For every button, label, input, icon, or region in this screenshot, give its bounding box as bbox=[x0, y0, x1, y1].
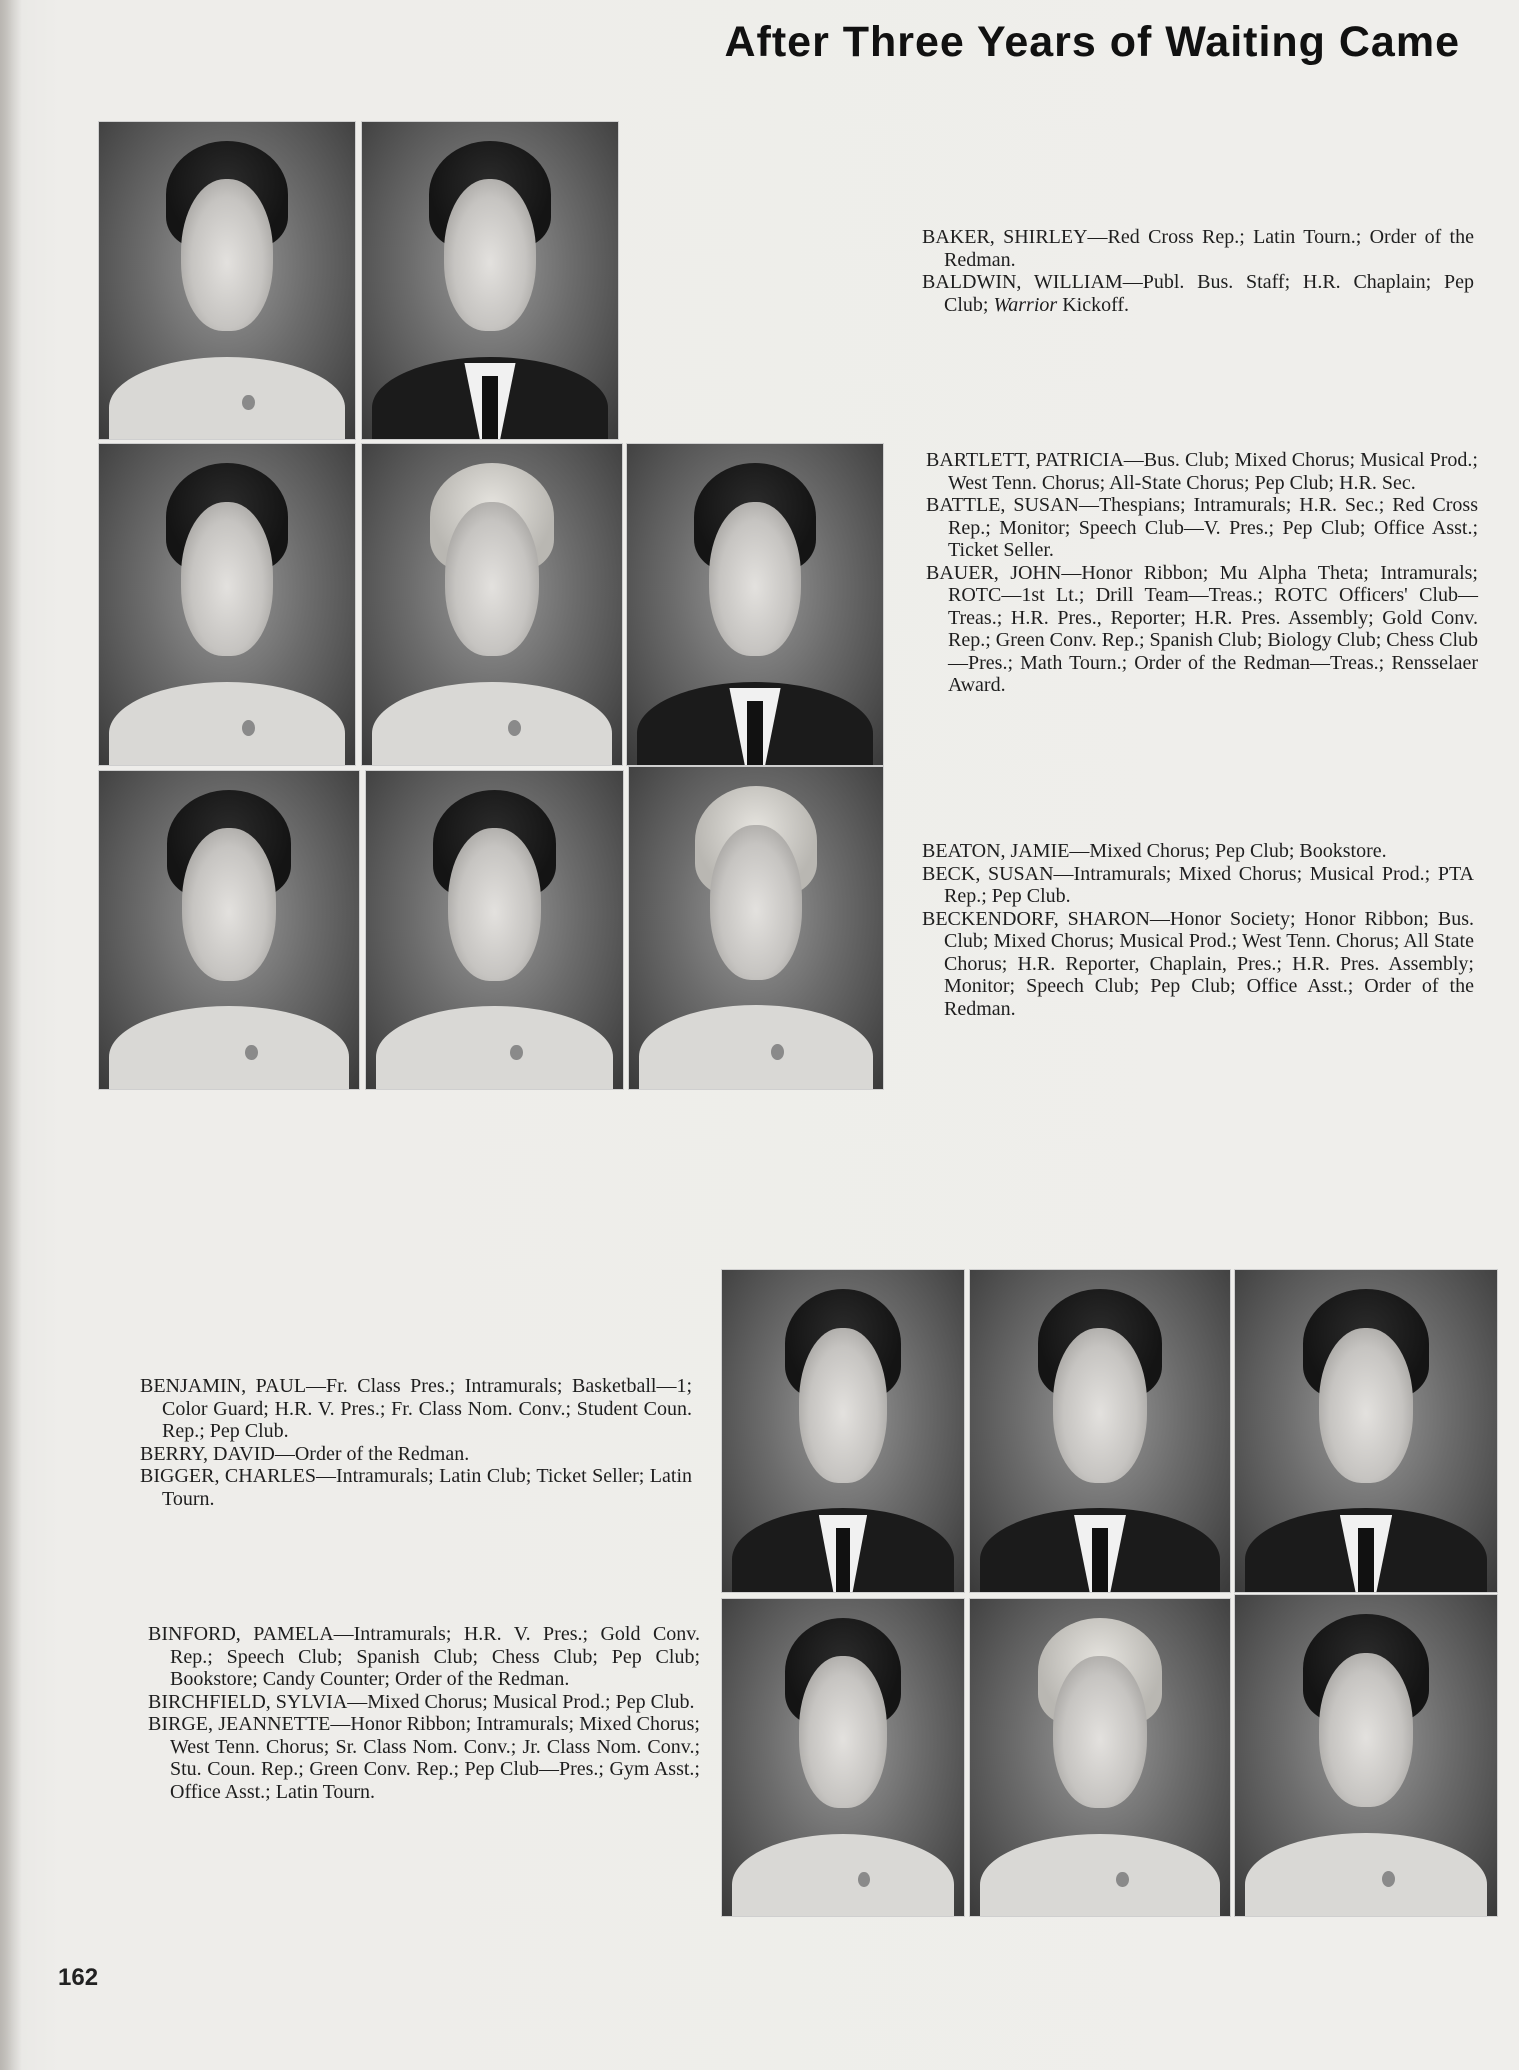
bio-bigger-charles: BIGGER, CHARLES—Intramurals; Latin Club; Ticket Seller; Latin Tourn. bbox=[140, 1465, 692, 1510]
bio-group-4 bbox=[140, 1375, 692, 1510]
bio-bauer-john: BAUER, JOHN—Honor Ribbon; Mu Alpha Theta; Intramurals; ROTC—1st Lt.; Drill Team—Treas.; ROTC Officers' Club—Treas.; H.R. Pres., Reporter; H.R. Pres. Assembly; Gold Conv. Rep.; Green Conv. Rep.; Spanish Club; Biology Club; Chess Club—Pres.; Math Tourn.; Order of the Redman—Treas.; Rensselaer Award. bbox=[926, 561, 1478, 696]
bio-beckendorf-sharon: BECKENDORF, SHARON—Honor Society; Honor Ribbon; Bus. Club; Mixed Chorus; Musical Prod.; West Tenn. Chorus; All State Chorus; H.R. Reporter, Chaplain, Pres.; H.R. Pres. Assembly; Monitor; Speech Club; Pep Club; Office Asst.; Order of the Redman. bbox=[922, 907, 1474, 1020]
bio-benjamin-paul: BENJAMIN, PAUL—Fr. Class Pres.; Intramurals; Basketball—1; Color Guard; H.R. V. Pres.; Fr. Class Nom. Conv.; Student Coun. Rep.; Pep Club. bbox=[140, 1375, 692, 1442]
bio-beck-susan: BECK, SUSAN—Intramurals; Mixed Chorus; Musical Prod.; PTA Rep.; Pep Club. bbox=[922, 862, 1474, 907]
portrait-beckendorf-sharon bbox=[628, 766, 884, 1090]
portrait-binford-pamela bbox=[721, 1598, 965, 1917]
portrait-beaton-jamie bbox=[98, 770, 360, 1090]
portrait-birchfield-sylvia bbox=[969, 1598, 1231, 1917]
bio-beaton-jamie: BEATON, JAMIE—Mixed Chorus; Pep Club; Bookstore. bbox=[922, 840, 1387, 862]
bio-group-5 bbox=[148, 1623, 700, 1803]
portrait-bigger-charles bbox=[1234, 1269, 1498, 1593]
portrait-baker-shirley bbox=[98, 121, 356, 440]
page-title: After Three Years of Waiting Came bbox=[724, 18, 1460, 66]
bio-bartlett-patricia: BARTLETT, PATRICIA—Bus. Club; Mixed Chorus; Musical Prod.; West Tenn. Chorus; All-State Chorus; Pep Club; H.R. Sec. bbox=[926, 449, 1478, 494]
bio-group-3 bbox=[922, 840, 1474, 1020]
bio-group-1 bbox=[922, 226, 1474, 316]
portrait-baldwin-william bbox=[361, 121, 619, 440]
bio-battle-susan: BATTLE, SUSAN—Thespians; Intramurals; H.R. Sec.; Red Cross Rep.; Monitor; Speech Club—V. Pres.; Pep Club; Office Asst.; Ticket Seller. bbox=[926, 494, 1478, 561]
portrait-battle-susan bbox=[361, 443, 623, 766]
page-number: 162 bbox=[58, 1964, 99, 1991]
portrait-berry-david bbox=[969, 1269, 1231, 1593]
portrait-bartlett-patricia bbox=[98, 443, 356, 766]
bio-baldwin-william: BALDWIN, WILLIAM—Publ. Bus. Staff; H.R. Chaplain; Pep Club; Warrior Kickoff. bbox=[922, 271, 1474, 316]
portrait-bauer-john bbox=[626, 443, 884, 766]
warrior-italic: Warrior bbox=[993, 293, 1058, 316]
portrait-birge-jeannette bbox=[1234, 1594, 1498, 1917]
bio-binford-pamela: BINFORD, PAMELA—Intramurals; H.R. V. Pres.; Gold Conv. Rep.; Speech Club; Spanish Club; Chess Club; Pep Club; Bookstore; Candy Counter; Order of the Redman. bbox=[148, 1623, 700, 1690]
bio-birge-jeannette: BIRGE, JEANNETTE—Honor Ribbon; Intramurals; Mixed Chorus; West Tenn. Chorus; Sr. Class Nom. Conv.; Jr. Class Nom. Conv.; Stu. Coun. Rep.; Green Conv. Rep.; Pep Club—Pres.; Gym Asst.; Office Asst.; Latin Tourn. bbox=[148, 1713, 700, 1803]
bio-baker-shirley: BAKER, SHIRLEY—Red Cross Rep.; Latin Tourn.; Order of the Redman. bbox=[922, 226, 1474, 271]
portrait-beck-susan bbox=[365, 770, 624, 1090]
binding-shadow bbox=[0, 0, 22, 2070]
bio-group-2 bbox=[926, 449, 1478, 697]
bio-birchfield-sylvia: BIRCHFIELD, SYLVIA—Mixed Chorus; Musical Prod.; Pep Club. bbox=[148, 1690, 695, 1713]
portrait-benjamin-paul bbox=[721, 1269, 965, 1593]
bio-berry-david: BERRY, DAVID—Order of the Redman. bbox=[140, 1442, 470, 1465]
